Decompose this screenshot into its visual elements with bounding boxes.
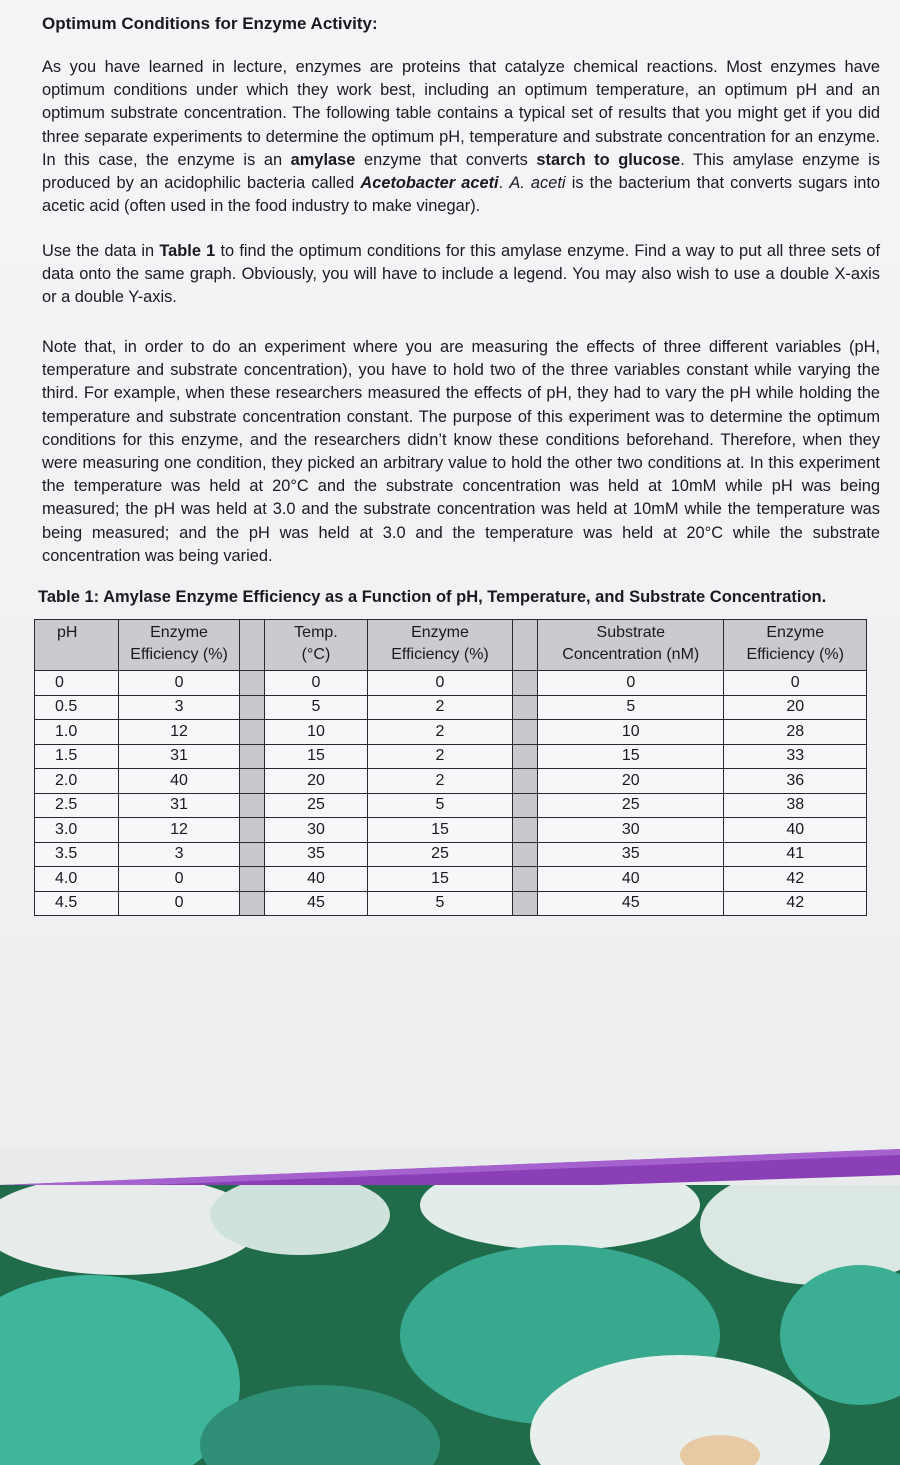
intro-paragraph xyxy=(42,56,880,218)
cell-efficiency-temp: 5 xyxy=(367,793,512,818)
cell-gap xyxy=(240,818,265,843)
cell-substrate: 40 xyxy=(538,867,724,892)
enzyme-data-table xyxy=(34,619,867,916)
cell-gap xyxy=(240,769,265,794)
cell-substrate: 45 xyxy=(538,891,724,916)
text-run: to find the optimum conditions for this amylase enzyme. Find a way to put all three sets of data onto the same graph. Obviously, you will have to include a legend. You may also wish to use a double X-axis or a double Y-axis. xyxy=(42,242,880,307)
cell-ph: 4.5 xyxy=(35,891,119,916)
cell-efficiency-substrate: 36 xyxy=(724,769,867,794)
bacteria-name: Acetobacter aceti xyxy=(360,174,499,193)
bold-amylase: amylase xyxy=(290,150,356,169)
text-run: As you have learned in lecture, enzymes are proteins that catalyze chemical reactions. Most enzymes have optimum conditions under which they work best, including an optimum temperature, an optimum pH and an optimum substrate concentration. The following table contains a typical set of results that you might get if you did three separate experiments to determine the optimum pH, temperature and substrate concentration for an enzyme. In this case, the enzyme is an xyxy=(42,58,880,169)
cell-ph: 3.0 xyxy=(35,818,119,843)
table-row xyxy=(35,842,867,867)
header-substrate: Substrate Concentration (nM) xyxy=(538,620,724,671)
cell-ph: 1.5 xyxy=(35,744,119,769)
text-run: . This amylase enzyme is produced by an acidophilic bacteria called xyxy=(42,150,880,193)
table-row xyxy=(35,671,867,696)
note-paragraph: Note that, in order to do an experiment where you are measuring the effects of three different variables (pH, temperature and substrate concentration), you have to hold two of the three variables constant while varying the third. For example, when these researchers measured the effects of pH, they had to vary the pH while holding the temperature and substrate concentration constant. The purpose of this experiment was to determine the optimum conditions for this enzyme, and the researchers didn’t know these conditions beforehand. Therefore, when they were measuring one condition, they picked an arbitrary value to hold the other two conditions at. In this experiment the temperature was held at 20°C and the substrate concentration was held at 10mM while pH was being measured; the pH was held at 3.0 and the substrate concentration was held at 10mM while the temperature was being measured; and the pH was held at 3.0 and the temperature was held at 20°C while the substrate concentration was being varied. xyxy=(42,338,880,565)
table-row xyxy=(35,867,867,892)
cell-efficiency-temp: 5 xyxy=(367,891,512,916)
cell-temp: 5 xyxy=(265,695,368,720)
cell-substrate: 10 xyxy=(538,720,724,745)
cell-gap xyxy=(240,744,265,769)
cell-gap xyxy=(240,891,265,916)
table-row xyxy=(35,695,867,720)
cell-temp: 40 xyxy=(265,867,368,892)
cell-gap xyxy=(240,671,265,696)
cell-gap xyxy=(513,793,538,818)
cell-efficiency-temp: 15 xyxy=(367,867,512,892)
text-run: enzyme that converts xyxy=(355,150,537,169)
cell-efficiency-substrate: 28 xyxy=(724,720,867,745)
bacteria-short-name: A. aceti xyxy=(509,174,566,193)
cell-ph: 2.0 xyxy=(35,769,119,794)
cell-temp: 15 xyxy=(265,744,368,769)
cell-gap xyxy=(240,695,265,720)
cell-efficiency-temp: 2 xyxy=(367,720,512,745)
cell-ph: 2.5 xyxy=(35,793,119,818)
cell-efficiency-substrate: 42 xyxy=(724,867,867,892)
table-header-row xyxy=(35,620,867,671)
cell-efficiency-temp: 2 xyxy=(367,744,512,769)
cell-efficiency-temp: 2 xyxy=(367,695,512,720)
cell-efficiency-substrate: 38 xyxy=(724,793,867,818)
cell-gap xyxy=(240,867,265,892)
header-ph: pH xyxy=(35,620,119,671)
cell-temp: 25 xyxy=(265,793,368,818)
cell-efficiency-ph: 31 xyxy=(118,793,240,818)
cell-efficiency-substrate: 0 xyxy=(724,671,867,696)
cell-ph: 1.0 xyxy=(35,720,119,745)
cell-gap xyxy=(513,671,538,696)
header-efficiency-temp: Enzyme Efficiency (%) xyxy=(367,620,512,671)
cell-ph: 3.5 xyxy=(35,842,119,867)
header-gap xyxy=(513,620,538,671)
cell-efficiency-substrate: 33 xyxy=(724,744,867,769)
table-row xyxy=(35,720,867,745)
instructions-paragraph xyxy=(42,240,880,310)
cell-efficiency-ph: 12 xyxy=(118,720,240,745)
cell-gap xyxy=(513,891,538,916)
table-row xyxy=(35,818,867,843)
bold-table-ref: Table 1 xyxy=(159,242,216,260)
cell-ph: 0.5 xyxy=(35,695,119,720)
cell-efficiency-ph: 0 xyxy=(118,671,240,696)
page-heading: Optimum Conditions for Enzyme Activity: xyxy=(42,14,378,33)
text-run: . xyxy=(498,174,510,193)
cell-temp: 30 xyxy=(265,818,368,843)
cell-efficiency-substrate: 20 xyxy=(724,695,867,720)
cell-substrate: 25 xyxy=(538,793,724,818)
cell-efficiency-substrate: 41 xyxy=(724,842,867,867)
fabric-background xyxy=(0,1185,900,1465)
cell-gap xyxy=(240,842,265,867)
header-temp: Temp. (°C) xyxy=(265,620,368,671)
cell-substrate: 35 xyxy=(538,842,724,867)
cell-substrate: 30 xyxy=(538,818,724,843)
table-row xyxy=(35,769,867,794)
table-row xyxy=(35,891,867,916)
header-gap xyxy=(240,620,265,671)
cell-efficiency-substrate: 40 xyxy=(724,818,867,843)
cell-efficiency-temp: 0 xyxy=(367,671,512,696)
bold-starch-to-glucose: starch to glucose xyxy=(536,150,681,169)
header-efficiency-substrate: Enzyme Efficiency (%) xyxy=(724,620,867,671)
cell-efficiency-temp: 2 xyxy=(367,769,512,794)
cell-gap xyxy=(513,720,538,745)
cell-gap xyxy=(513,818,538,843)
cell-gap xyxy=(513,867,538,892)
cell-efficiency-ph: 40 xyxy=(118,769,240,794)
cell-efficiency-ph: 3 xyxy=(118,695,240,720)
cell-efficiency-ph: 12 xyxy=(118,818,240,843)
cell-temp: 10 xyxy=(265,720,368,745)
cell-efficiency-ph: 0 xyxy=(118,867,240,892)
cell-gap xyxy=(513,695,538,720)
cell-temp: 45 xyxy=(265,891,368,916)
cell-gap xyxy=(240,720,265,745)
cell-substrate: 20 xyxy=(538,769,724,794)
text-run: is the bacterium that converts sugars into acetic acid (often used in the food industry to make vinegar). xyxy=(42,174,881,216)
cell-gap xyxy=(513,744,538,769)
cell-efficiency-substrate: 42 xyxy=(724,891,867,916)
cell-temp: 20 xyxy=(265,769,368,794)
table-row xyxy=(35,744,867,769)
cell-ph: 0 xyxy=(35,671,119,696)
cell-substrate: 0 xyxy=(538,671,724,696)
cell-substrate: 5 xyxy=(538,695,724,720)
text-run: Use the data in xyxy=(42,242,160,260)
header-efficiency-ph: Enzyme Efficiency (%) xyxy=(118,620,240,671)
table-caption: Table 1: Amylase Enzyme Efficiency as a Function of pH, Temperature, and Substrate Concentration. xyxy=(38,588,827,606)
cell-efficiency-ph: 0 xyxy=(118,891,240,916)
table-row xyxy=(35,793,867,818)
cell-temp: 0 xyxy=(265,671,368,696)
cell-gap xyxy=(240,793,265,818)
cell-efficiency-ph: 3 xyxy=(118,842,240,867)
cell-efficiency-temp: 25 xyxy=(367,842,512,867)
cell-gap xyxy=(513,842,538,867)
cell-ph: 4.0 xyxy=(35,867,119,892)
cell-gap xyxy=(513,769,538,794)
cell-efficiency-ph: 31 xyxy=(118,744,240,769)
cell-efficiency-temp: 15 xyxy=(367,818,512,843)
cell-substrate: 15 xyxy=(538,744,724,769)
cell-temp: 35 xyxy=(265,842,368,867)
